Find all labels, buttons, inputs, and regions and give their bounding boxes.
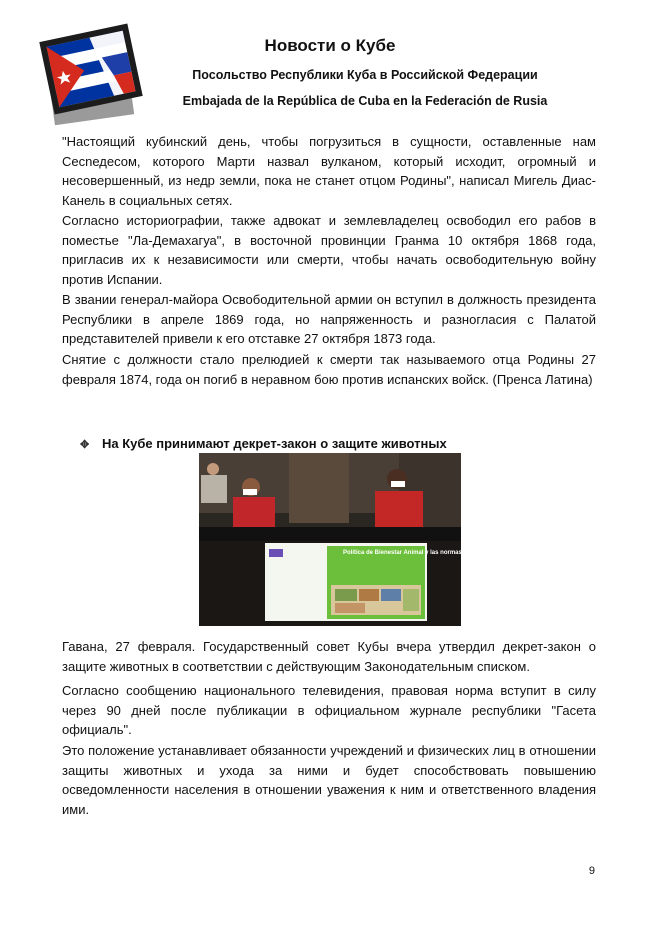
article-heading [80, 436, 580, 451]
slide-text: Política de Bienestar Animal y las normas jurídicas que la instrumentan [343, 550, 547, 556]
article-paragraph: Это положение устанавливает обязанности учреждений и физических лиц в отношении защиты животных и ухода за ними и будет способствовать повышению осведомленности населения в отношении уважения к ним и ответственного владения ими. [62, 743, 596, 817]
article-paragraph: Снятие с должности стало прелюдией к смерти так называемого отца Родины 27 февраля 1874, года он погиб в неравном бою против испанских войск. (Пренса Латина) [62, 352, 596, 387]
article-paragraph: Гавана, 27 февраля. Государственный совет Кубы вчера утвердил декрет-закон о защите животных в соответствии с действующим Законодательным списком. [62, 639, 596, 674]
embassy-name-spanish: Embajada de la República de Cuba en la Federación de Rusia [182, 94, 548, 108]
article-paragraph: "Настоящий кубинский день, чтобы погрузиться в сущности, оставленные нам Сесnедесом, которого Марти назвал вулканом, который исходит, огромный и несовершенный, из недр земли, пока не станет отцом Родины", написал Мигель Диас-Канель в социальных сетях. [62, 134, 596, 208]
page-number: 9 [588, 865, 595, 877]
embassy-name-russian: Посольство Республики Куба в Российской Федерации [192, 68, 538, 82]
cuba-russia-flag-logo [36, 20, 148, 130]
article-heading-text: На Кубе принимают декрет-закон о защите животных [102, 436, 447, 451]
diamond-bullet-icon: ✥ [80, 439, 90, 451]
article-paragraph: В звании генерал-майора Освободительной армии он вступил в должность президента Республики в апреле 1869 года, но напряженность и разногласия с Палатой представителей привели к его отставке 27 октября 1873 года. [62, 292, 596, 346]
article-paragraph: Согласно сообщению национального телевидения, правовая норма вступит в силу через 90 дней после публикации в официальном журнале республики "Гасета официаль". [62, 683, 596, 737]
meeting-photo [199, 453, 547, 626]
article-paragraph: Согласно историографии, также адвокат и землевладелец освободил его рабов в поместье "Ла-Демахагуа", в восточной провинции Гранма 10 октября 1868 года, пригласив их к независимости или смерти, чтобы начать освободительную войну против Испании. [62, 213, 596, 287]
page-title: Новости о Кубе [264, 36, 396, 55]
